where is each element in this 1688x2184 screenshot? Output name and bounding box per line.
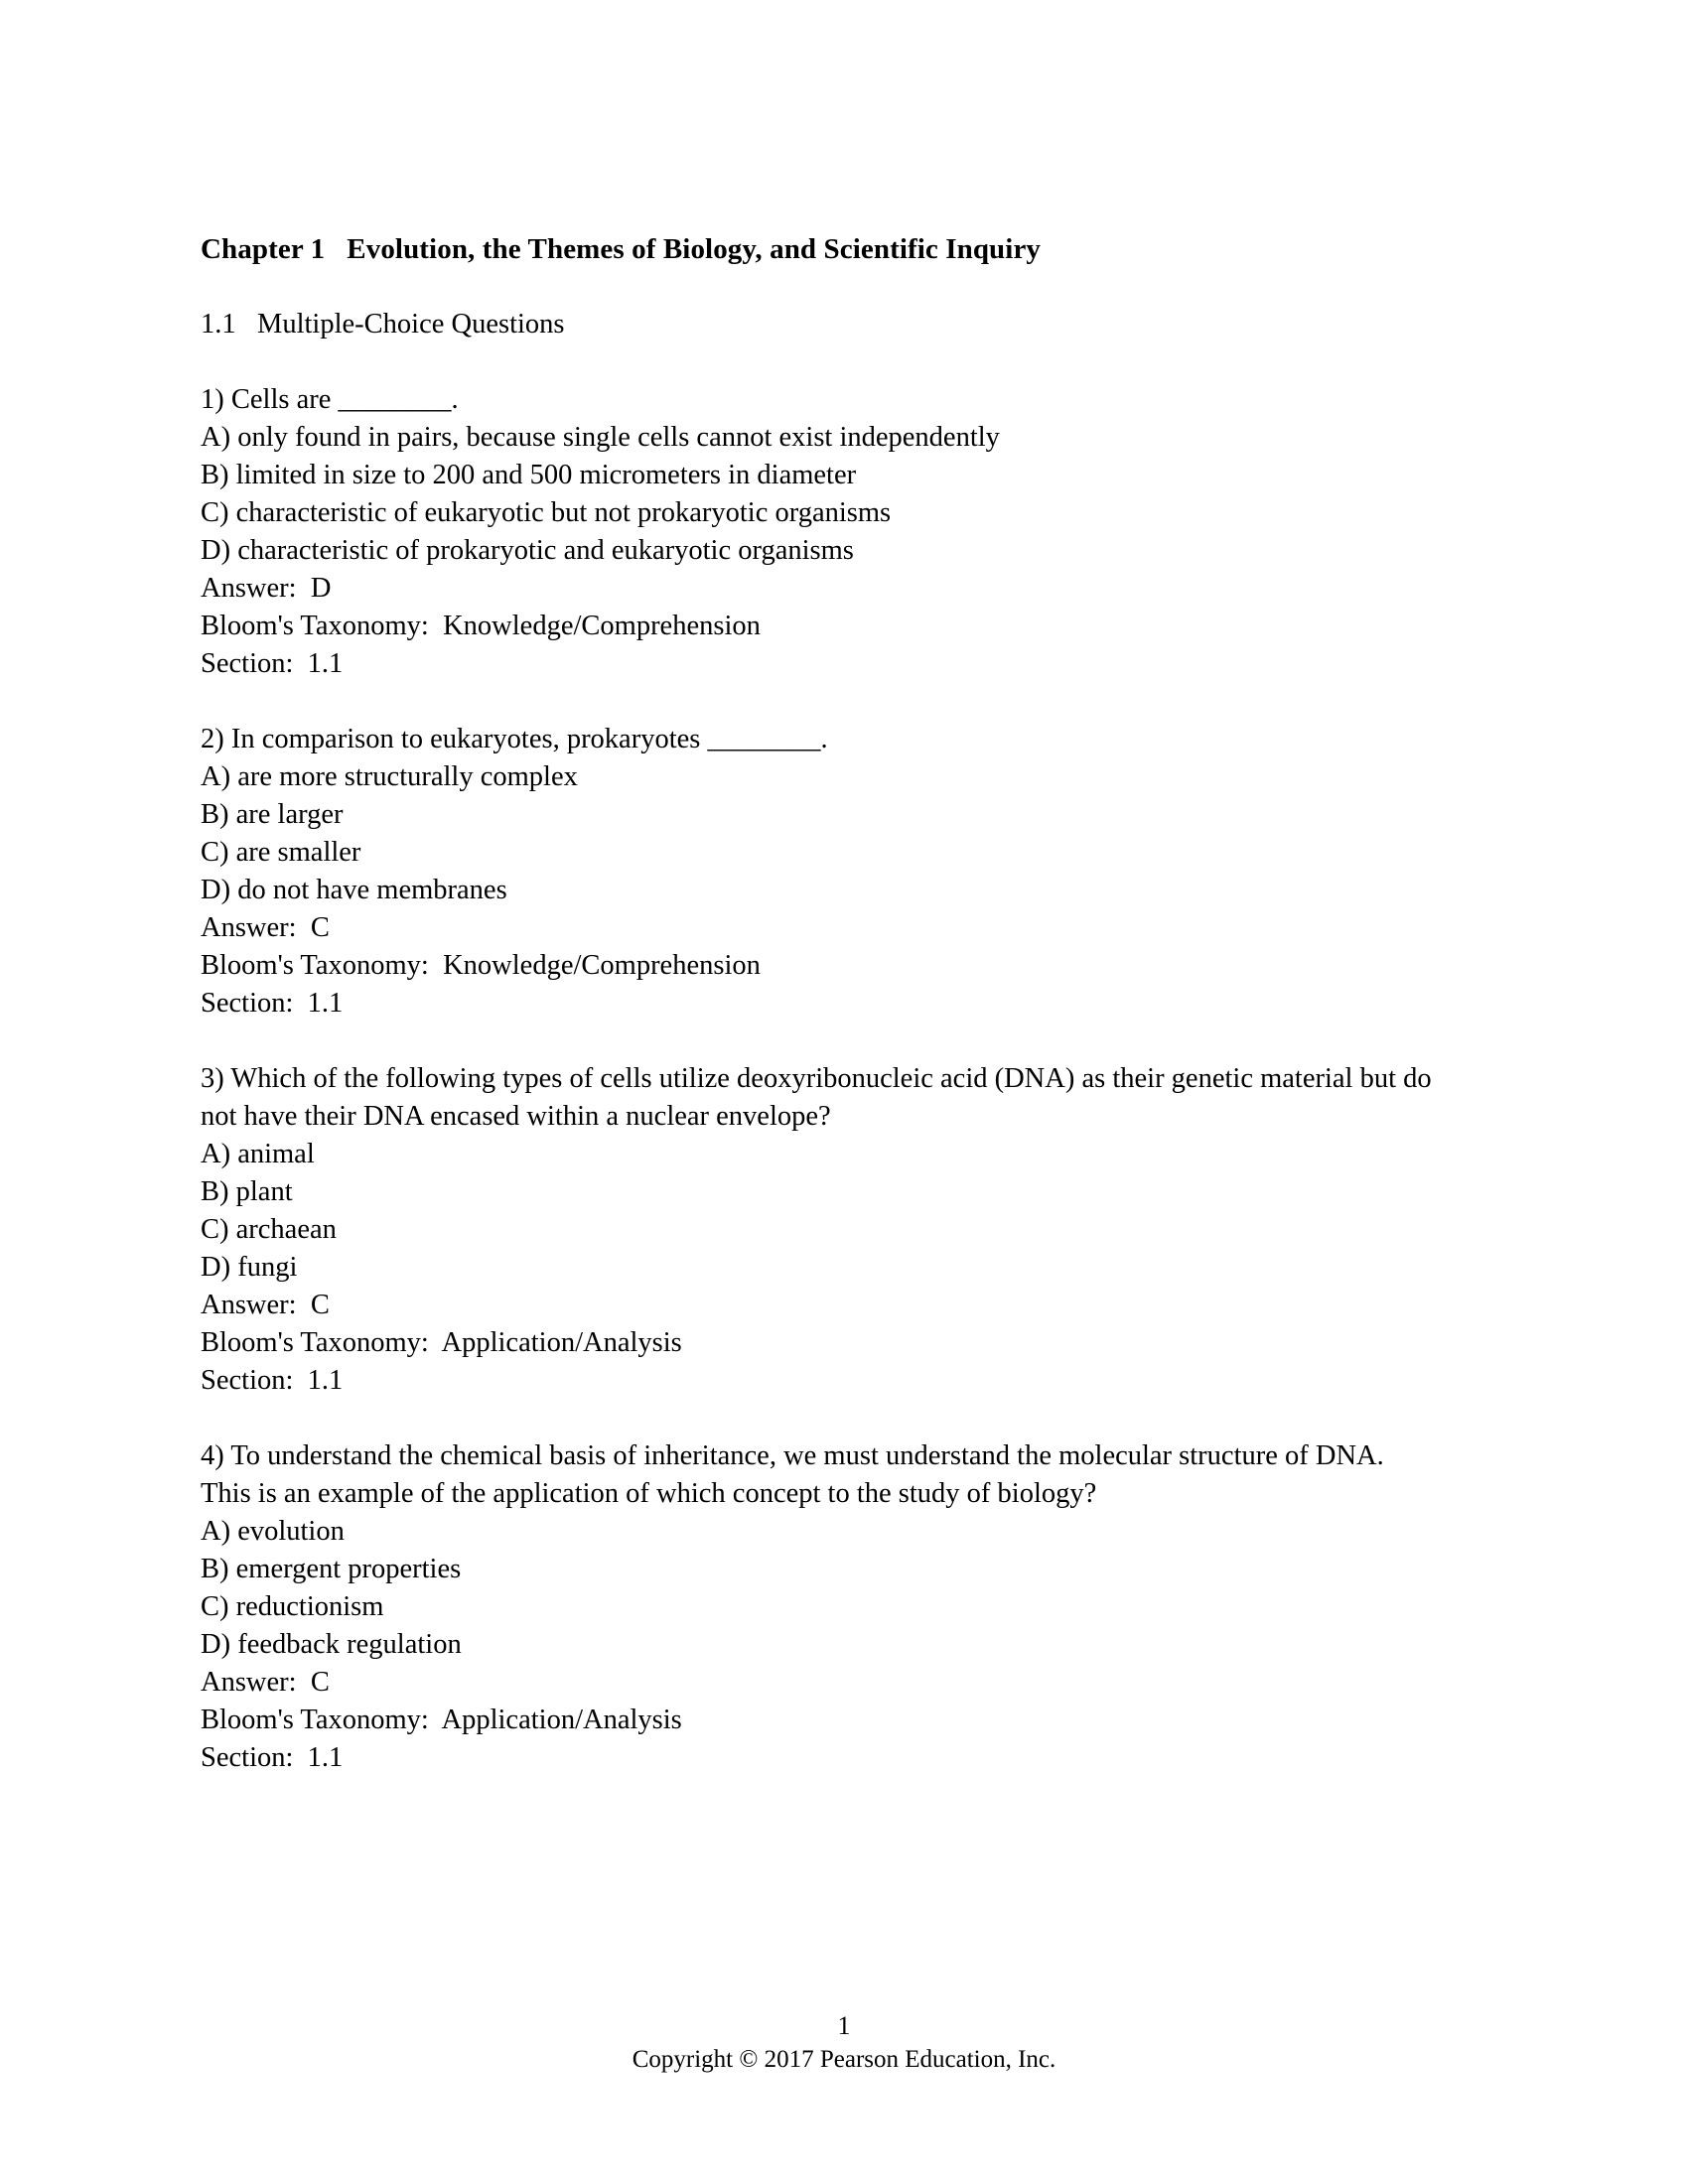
chapter-title: Chapter 1 Evolution, the Themes of Biology, and Scientific Inquiry [201, 233, 1042, 265]
question-stem: 1) Cells are ________. [201, 384, 459, 415]
question-option: D) fungi [201, 1252, 298, 1283]
question-bloom-taxonomy: Bloom's Taxonomy: Knowledge/Comprehension [201, 950, 761, 981]
question-block [201, 721, 1437, 1023]
page-number: 1 [837, 2011, 851, 2040]
question-block [201, 1060, 1437, 1400]
copyright-notice: Copyright © 2017 Pearson Education, Inc. [632, 2046, 1056, 2073]
question-section: Section: 1.1 [201, 1365, 344, 1396]
page-footer [0, 2009, 1688, 2077]
question-answer: Answer: C [201, 912, 330, 943]
question-block [201, 381, 1437, 683]
question-section: Section: 1.1 [201, 988, 344, 1019]
question-option: C) reductionism [201, 1591, 384, 1622]
question-option: A) animal [201, 1139, 315, 1169]
question-answer: Answer: C [201, 1667, 330, 1698]
question-option: C) characteristic of eukaryotic but not prokaryotic organisms [201, 497, 892, 528]
spacer [201, 343, 1437, 381]
question-stem: 2) In comparison to eukaryotes, prokaryotes ________. [201, 724, 828, 754]
question-stem: 4) To understand the chemical basis of inheritance, we must understand the molecular structure of DNA. This is an example of the application of which concept to the study of biology? [201, 1440, 1391, 1509]
spacer [201, 268, 1437, 306]
question-section: Section: 1.1 [201, 1742, 344, 1773]
question-option: B) emergent properties [201, 1554, 462, 1584]
question-option: B) limited in size to 200 and 500 micrometers in diameter [201, 460, 857, 490]
question-option: A) are more structurally complex [201, 761, 578, 792]
question-option: D) do not have membranes [201, 875, 507, 905]
question-bloom-taxonomy: Bloom's Taxonomy: Application/Analysis [201, 1327, 682, 1358]
question-option: D) characteristic of prokaryotic and eukaryotic organisms [201, 535, 854, 566]
section-header: 1.1 Multiple-Choice Questions [201, 309, 565, 340]
question-bloom-taxonomy: Bloom's Taxonomy: Application/Analysis [201, 1705, 682, 1735]
question-option: A) evolution [201, 1516, 345, 1547]
spacer [201, 1023, 1437, 1060]
question-option: B) plant [201, 1176, 293, 1207]
question-section: Section: 1.1 [201, 648, 344, 679]
page-content [201, 230, 1437, 1777]
question-option: A) only found in pairs, because single cells cannot exist independently [201, 422, 1000, 453]
question-stem: 3) Which of the following types of cells utilize deoxyribonucleic acid (DNA) as their genetic material but do not have their DNA encased within a nuclear envelope? [201, 1063, 1439, 1132]
question-option: C) are smaller [201, 837, 361, 868]
question-option: D) feedback regulation [201, 1629, 462, 1660]
question-bloom-taxonomy: Bloom's Taxonomy: Knowledge/Comprehension [201, 611, 761, 641]
question-answer: Answer: C [201, 1290, 330, 1320]
question-option: B) are larger [201, 799, 344, 830]
question-option: C) archaean [201, 1214, 337, 1245]
question-answer: Answer: D [201, 573, 332, 604]
spacer [201, 1400, 1437, 1437]
spacer [201, 683, 1437, 721]
question-block [201, 1437, 1437, 1777]
